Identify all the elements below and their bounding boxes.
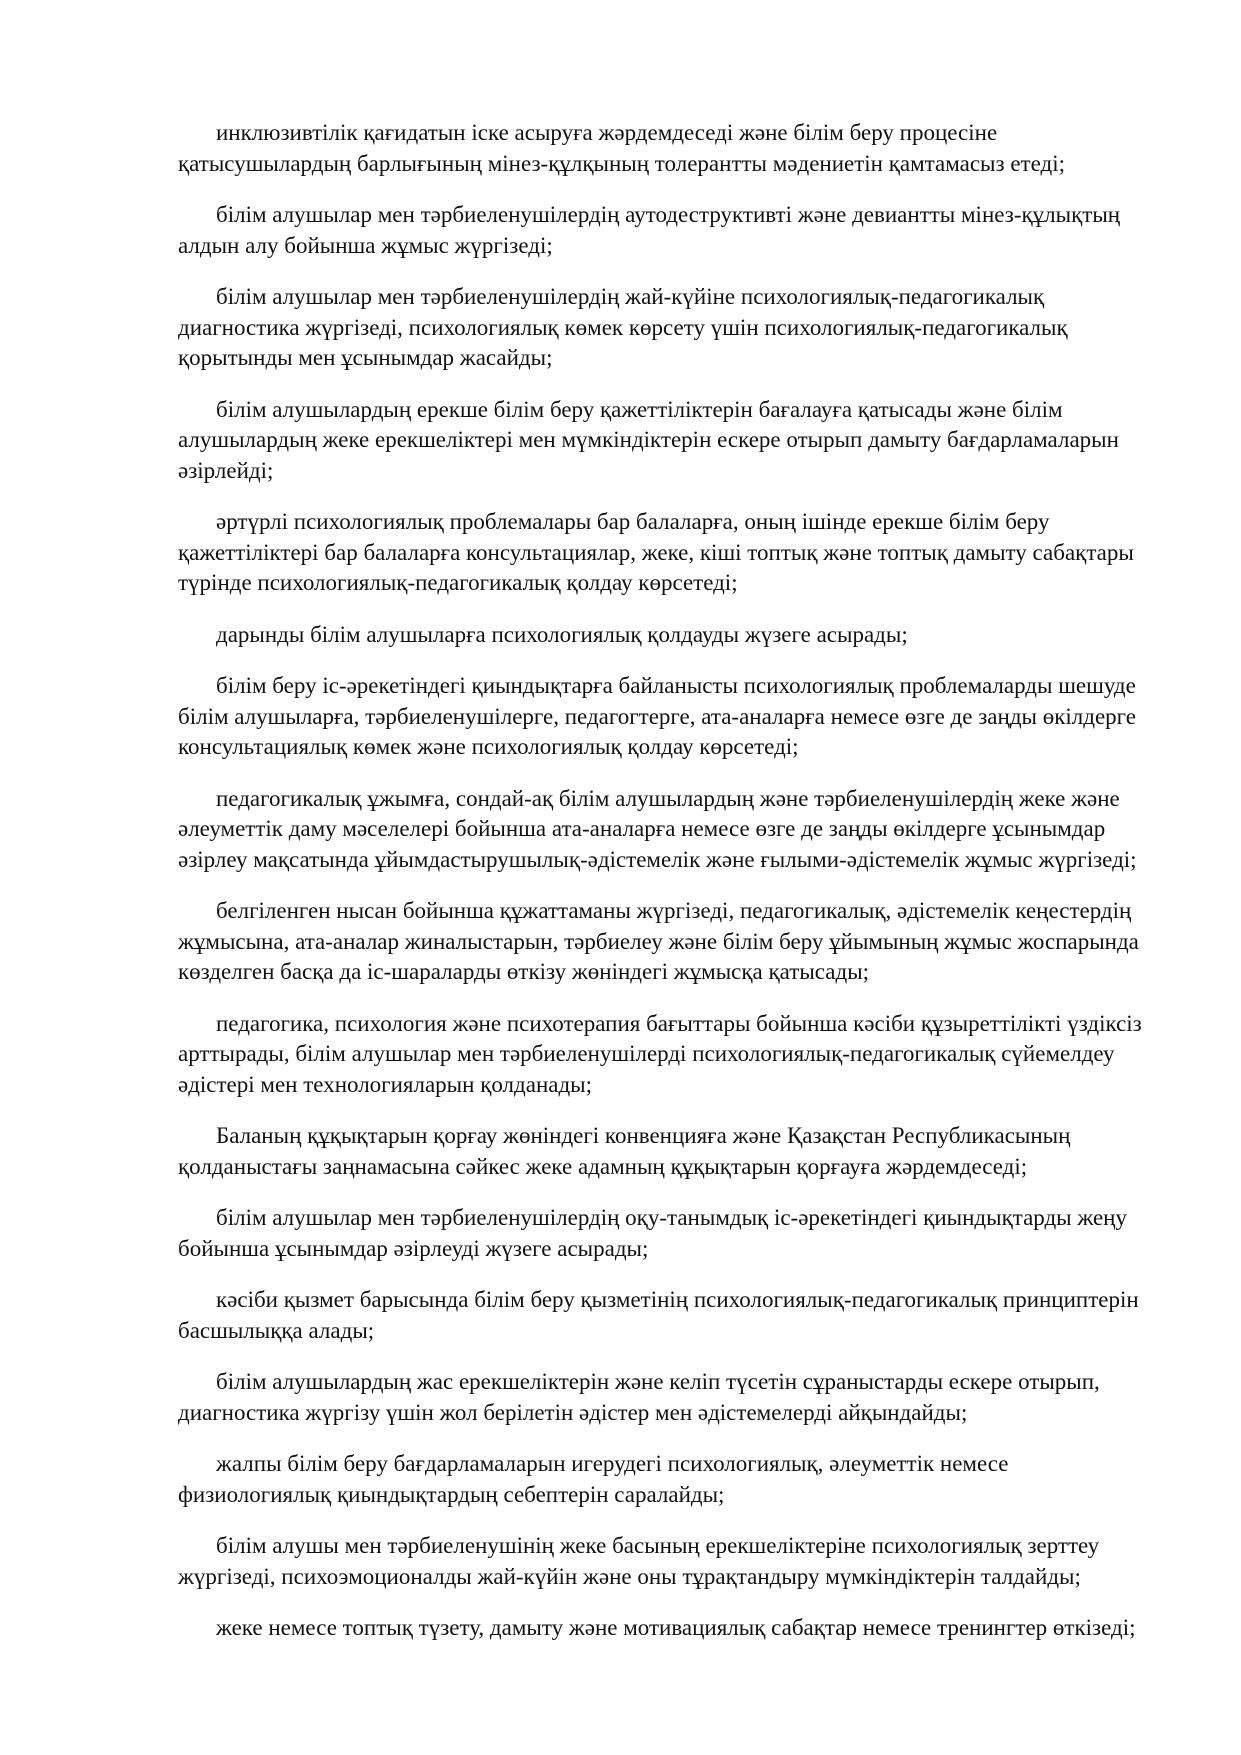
paragraph: білім алушы мен тәрбиеленушінің жеке басының ерекшеліктеріне психологиялық зерттеу жүргізеді, психоэмоционалды жай-күйін және оны тұрақтандыру мүмкіндіктерін талдайды;: [178, 1533, 1100, 1589]
paragraph: дарынды білім алушыларға психологиялық қолдауды жүзеге асырады;: [216, 621, 908, 647]
paragraph: әртүрлі психологиялық проблемалары бар балаларға, оның ішінде ерекше білім беру қажеттіліктері бар балаларға консультациялар, жеке, кіші топтық және топтық дамыту сабақтары түрінде психологиялық-педагогикалық қолдау көрсетеді;: [178, 509, 1134, 595]
document-body: [178, 118, 1163, 1665]
paragraph: білім алушылардың ерекше білім беру қажеттіліктерін бағалауға қатысады және білім алушылардың жеке ерекшеліктері мен мүмкіндіктерін ескере отырып дамыту бағдарламаларын әзірлейді;: [178, 396, 1119, 483]
paragraph: педагогикалық ұжымға, сондай-ақ білім алушылардың және тәрбиеленушілердің жеке және әлеуметтік даму мәселелері бойынша ата-аналарға немесе өзге де заңды өкілдерге ұсынымдар әзірлеу мақсатында ұйымдастырушылық-әдістемелік және ғылыми-әдістемелік жұмыс жүргізеді;: [178, 785, 1137, 872]
paragraph: кәсіби қызмет барысында білім беру қызметінің психологиялық-педагогикалық принциптерін басшылыққа алады;: [178, 1287, 1139, 1343]
paragraph: білім алушылар мен тәрбиеленушілердің аутодеструктивті және девиантты мінез-құлықтың алдын алу бойынша жұмыс жүргізеді;: [178, 202, 1121, 258]
paragraph: педагогика, психология және психотерапия бағыттары бойынша кәсіби құзыреттілікті үздіксіз арттырады, білім алушылар мен тәрбиеленушілерді психологиялық-педагогикалық сүйемелдеу әдістері мен технологияларын қолданады;: [178, 1010, 1142, 1097]
paragraph: білім алушылар мен тәрбиеленушілердің жай-күйіне психологиялық-педагогикалық диагностика жүргізеді, психологиялық көмек көрсету үшін психологиялық-педагогикалық қорытынды мен ұсынымдар жасайды;: [178, 284, 1068, 370]
paragraph: білім алушылар мен тәрбиеленушілердің оқу-танымдық іс-әрекетіндегі қиындықтарды жеңу бойынша ұсынымдар әзірлеуді жүзеге асырады;: [178, 1205, 1127, 1261]
paragraph: жалпы білім беру бағдарламаларын игерудегі психологиялық, әлеуметтік немесе физиологиялық қиындықтардың себептерін саралайды;: [178, 1451, 1009, 1507]
paragraph: белгіленген нысан бойынша құжаттаманы жүргізеді, педагогикалық, әдістемелік кеңестердің жұмысына, ата-аналар жиналыстарын, тәрбиелеу және білім беру ұйымының жұмыс жоспарында көзделген басқа да іс-шараларды өткізу жөніндегі жұмысқа қатысады;: [178, 898, 1139, 984]
paragraph: білім беру іс-әрекетіндегі қиындықтарға байланысты психологиялық проблемаларды шешуде білім алушыларға, тәрбиеленушілерге, педагогтерге, ата-аналарға немесе өзге де заңды өкілдерге консультациялық көмек және психологиялық қолдау көрсетеді;: [178, 673, 1137, 759]
paragraph: жеке немесе топтық түзету, дамыту және мотивациялық сабақтар немесе тренингтер өткізеді;: [216, 1615, 1136, 1640]
paragraph: білім алушылардың жас ерекшеліктерін және келіп түсетін сұраныстарды ескере отырып, диагностика жүргізу үшін жол берілетін әдістер мен әдістемелерді айқындайды;: [178, 1369, 1100, 1425]
paragraph: Баланың құқықтарын қорғау жөніндегі конвенцияға және Қазақстан Республикасының қолданыстағы заңнамасына сәйкес жеке адамның құқықтарын қорғауға жәрдемдеседі;: [178, 1123, 1071, 1179]
paragraph: инклюзивтілік қағидатын іске асыруға жәрдемдеседі және білім беру процесіне қатысушылардың барлығының мінез-құлқының толерантты мәдениетін қамтамасыз етеді;: [178, 120, 1065, 176]
